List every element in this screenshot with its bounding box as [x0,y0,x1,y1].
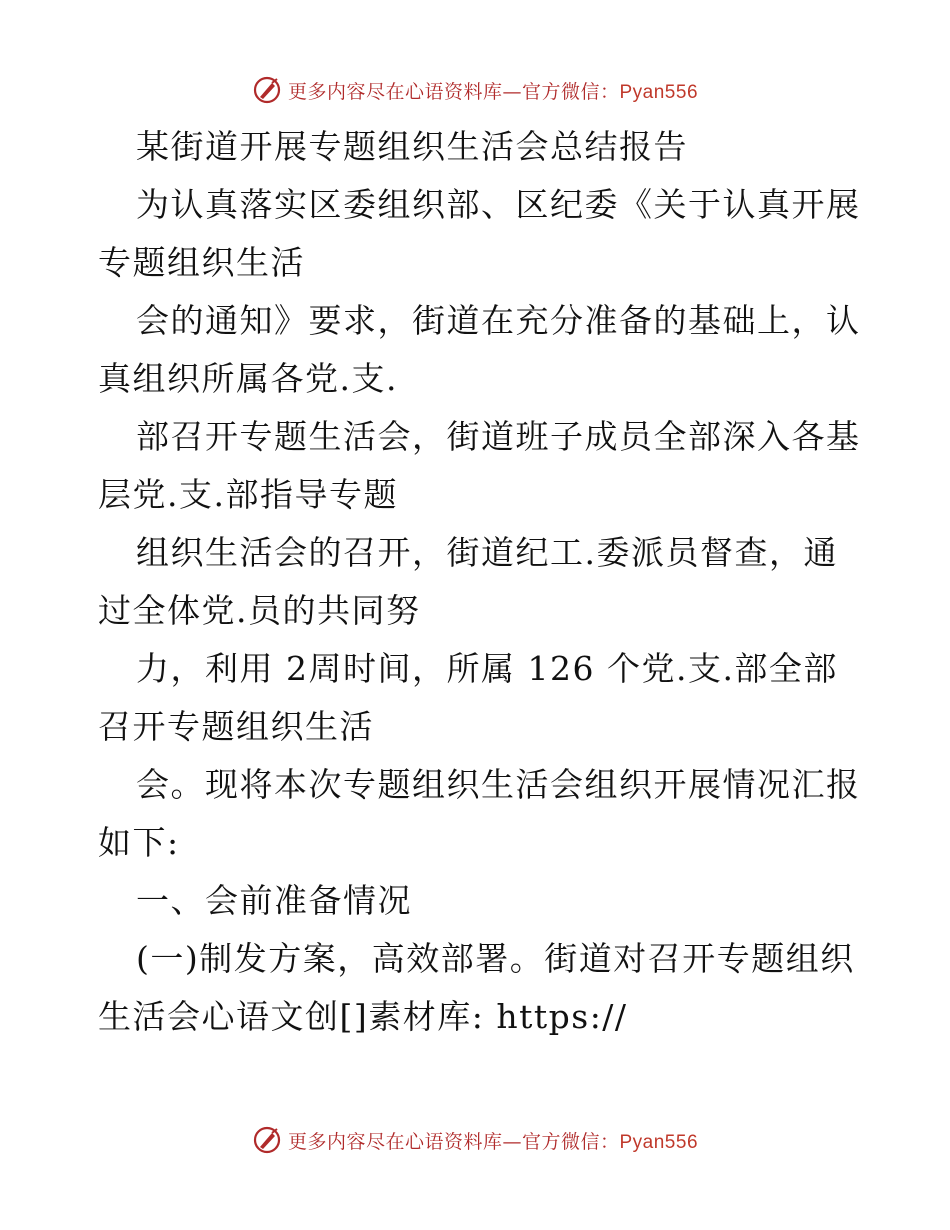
text-line: 过全体党.员的共同努 [98,591,421,630]
text-line: 为认真落实区委组织部、区纪委《关于认真开展 [136,185,861,224]
text-line: 真组织所属各党.支. [98,359,398,398]
footer-banner [0,1120,950,1160]
banner-text: 更多内容尽在心语资料库—官方微信：Pyan556 [287,80,699,103]
document-title: 某街道开展专题组织生活会总结报告 [136,127,688,166]
text-line: 生活会心语文创[]素材库: https:// [98,997,628,1036]
subsection-heading: (一)制发方案，高效部署。街道对召开专题组织 [136,939,855,978]
quill-logo-icon [252,1125,282,1155]
text-line: 会的通知》要求，街道在充分准备的基础上，认 [136,301,861,340]
text-line: 会。现将本次专题组织生活会组织开展情况汇报 [136,765,861,804]
text-line: 层党.支.部指导专题 [98,475,398,514]
section-heading: 一、会前准备情况 [136,881,412,920]
text-line: 部召开专题生活会，街道班子成员全部深入各基 [136,417,861,456]
text-line: 力，利用 2周时间，所属 126 个党.支.部全部 [136,649,838,688]
text-line: 召开专题组织生活 [98,707,374,746]
banner-text: 更多内容尽在心语资料库—官方微信：Pyan556 [287,1130,699,1153]
wechat-handle: Pyan556 [619,1131,699,1153]
wechat-handle: Pyan556 [619,81,699,103]
text-line: 如下: [98,823,180,862]
document-body [98,118,861,1046]
header-banner [0,70,950,110]
quill-logo-icon [252,75,282,105]
text-line: 组织生活会的召开，街道纪工.委派员督查，通 [136,533,838,572]
text-line: 专题组织生活 [98,243,305,282]
